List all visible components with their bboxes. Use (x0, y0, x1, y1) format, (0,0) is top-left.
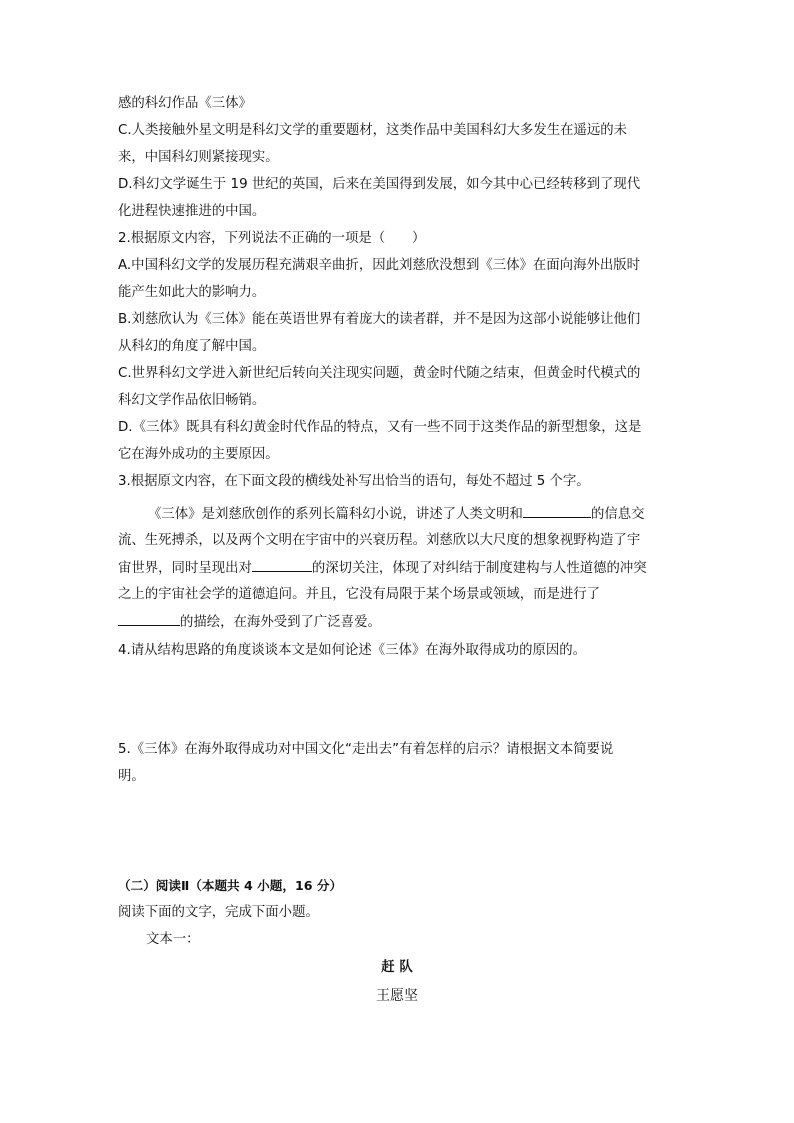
fill-passage-line-4: 之上的宇宙社会学的道德追问。并且，它没有局限于某个场景或领域，而是进行了 (118, 587, 601, 602)
q2-option-a-line-1: A.中国科幻文学的发展历程充满艰辛曲折，因此刘慈欣没想到《三体》在面向海外出版时 (118, 258, 641, 273)
q2-option-b-line-2: 从科幻的角度了解中国。 (118, 339, 266, 354)
fill-passage-line-1 (148, 505, 645, 524)
fill-text: 《三体》是刘慈欣创作的系列长篇科幻小说，讲述了人类文明和 (148, 507, 523, 522)
story-title: 赶 队 (381, 960, 413, 975)
question-5-line-2: 明。 (118, 769, 145, 784)
option-d-line-2: 化进程快速推进的中国。 (118, 204, 266, 219)
story-author: 王愿坚 (376, 988, 418, 1004)
q2-option-d-line-2: 它在海外成功的主要原因。 (118, 447, 279, 462)
fill-text: 的信息交 (590, 507, 645, 522)
fill-passage-line-5 (118, 613, 381, 632)
q2-option-c-line-1: C.世界科幻文学进入新世纪后转向关注现实问题，黄金时代随之结束，但黄金时代模式的 (118, 366, 641, 381)
question-2: 2.根据原文内容，下列说法不正确的一项是（ ） (118, 231, 426, 246)
q2-option-b-line-1: B.刘慈欣认为《三体》能在英语世界有着庞大的读者群，并不是因为这部小说能够让他们 (118, 312, 641, 327)
option-c-line-2: 来，中国科幻则紧接现实。 (118, 150, 279, 165)
question-3: 3.根据原文内容，在下面文段的横线处补写出恰当的语句，每处不超过 5 个字。 (118, 474, 590, 489)
q2-option-c-line-2: 科幻文学作品依旧畅销。 (118, 393, 266, 408)
q2-option-a-line-2: 能产生如此大的影响力。 (118, 285, 266, 300)
question-4: 4.请从结构思路的角度谈谈本文是如何论述《三体》在海外取得成功的原因的。 (118, 643, 587, 658)
question-5-line-1: 5.《三体》在海外取得成功对中国文化“走出去”有着怎样的启示？请根据文本简要说 (118, 742, 614, 757)
fill-blank-1[interactable] (523, 505, 591, 518)
reading-instruction: 阅读下面的文字，完成下面小题。 (118, 905, 319, 920)
fill-passage-line-3 (118, 559, 647, 578)
text-line: 感的科幻作品《三体》 (118, 96, 252, 111)
text-one-label: 文本一： (146, 932, 200, 947)
fill-text: 的深切关注，体现了对纠结于制度建构与人性道德的冲突 (311, 561, 647, 576)
option-c-line-1: C.人类接触外星文明是科幻文学的重要题材，这类作品中美国科幻大多发生在遥远的未 (118, 123, 628, 138)
fill-blank-2[interactable] (252, 559, 312, 572)
fill-blank-3[interactable] (118, 613, 180, 626)
fill-text: 的描绘，在海外受到了广泛喜爱。 (180, 615, 381, 630)
q2-option-d-line-1: D.《三体》既具有科幻黄金时代作品的特点，又有一些不同于这类作品的新型想象，这是 (118, 420, 642, 435)
fill-passage-line-2: 流、生死搏杀，以及两个文明在宇宙中的兴衰历程。刘慈欣以大尺度的想象视野构造了宇 (118, 533, 641, 548)
option-d-line-1: D.科幻文学诞生于 19 世纪的英国，后来在美国得到发展，如今其中心已经转移到了现代 (118, 177, 641, 192)
fill-text: 宙世界，同时呈现出对 (118, 561, 252, 576)
section-header: （二）阅读Ⅱ（本题共 4 小题，16 分） (118, 878, 343, 893)
